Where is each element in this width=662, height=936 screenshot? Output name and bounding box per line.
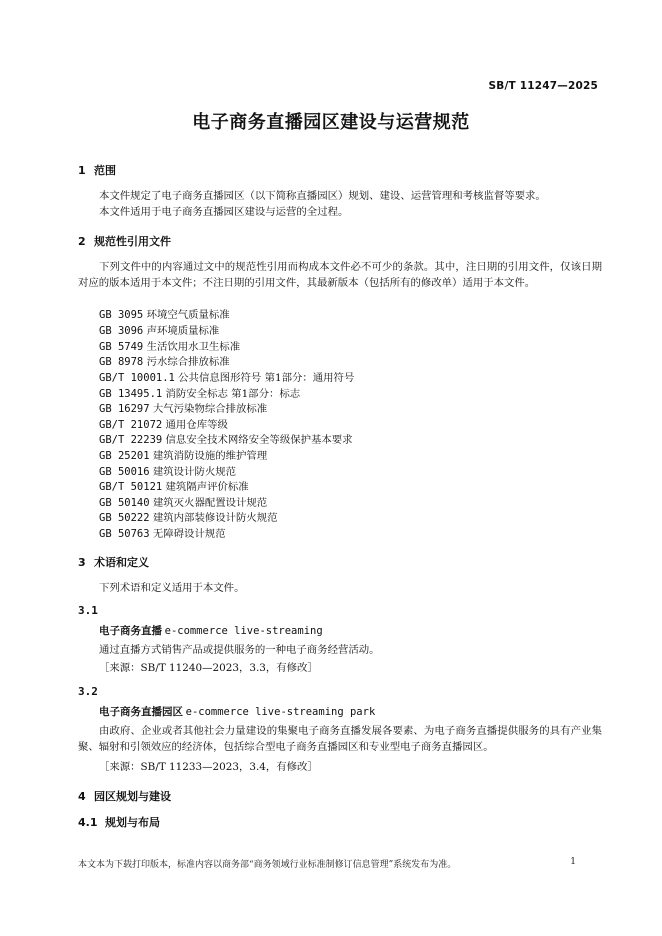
section-4-heading bbox=[78, 788, 171, 804]
reference-title: 大气污染物综合排放标准 bbox=[152, 403, 268, 415]
reference-item bbox=[99, 386, 300, 402]
document-title: 电子商务直播园区建设与运营规范 bbox=[192, 112, 470, 133]
reference-title: 建筑设计防火规范 bbox=[152, 466, 237, 478]
scope-paragraph-1: 本文件规定了电子商务直播园区（以下简称直播园区）规划、建设、运营管理和考核监督等要求。 bbox=[99, 190, 546, 202]
section-number: 4 bbox=[78, 790, 86, 803]
reference-item bbox=[99, 370, 354, 386]
reference-item bbox=[99, 339, 240, 355]
reference-code: GB/T 50121 bbox=[99, 481, 163, 493]
reference-item bbox=[99, 417, 228, 433]
reference-code: GB 8978 bbox=[99, 356, 144, 368]
normative-intro-paragraph: 下列文件中的内容通过文中的规范性引用而构成本文件必不可少的条款。其中，注日期的引用文件，仅该日期对应的版本适用于本文件；不注日期的引用文件，其最新版本（包括所有的修改单）适用于本文件。 bbox=[78, 261, 602, 289]
reference-title: 生活饮用水卫生标准 bbox=[146, 341, 241, 353]
section-4-1-heading bbox=[78, 814, 160, 830]
section-number: 2 bbox=[78, 235, 86, 248]
reference-title: 建筑消防设施的维护管理 bbox=[152, 450, 268, 462]
term-3-1-definition: 通过直播方式销售产品或提供服务的一种电子商务经营活动。 bbox=[99, 644, 380, 656]
term-3-2-title bbox=[99, 704, 375, 719]
reference-title: 公共信息图形符号 第1部分：通用符号 bbox=[178, 372, 355, 384]
reference-code: GB/T 10001.1 bbox=[99, 372, 175, 384]
reference-code: GB/T 21072 bbox=[99, 419, 163, 431]
reference-title: 声环境质量标准 bbox=[146, 325, 220, 337]
term-english: e-commerce live-streaming park bbox=[185, 706, 376, 718]
term-3-1-source: ［来源：SB/T 11240—2023，3.3，有修改］ bbox=[99, 662, 318, 674]
reference-title: 信息安全技术网络安全等级保护基本要求 bbox=[165, 434, 353, 446]
reference-item bbox=[99, 401, 267, 417]
term-3-2-number: 3.2 bbox=[78, 685, 98, 698]
term-chinese: 电子商务直播 bbox=[99, 625, 162, 637]
section-title: 术语和定义 bbox=[94, 556, 149, 569]
reference-item bbox=[99, 479, 249, 495]
reference-item bbox=[99, 448, 267, 464]
term-3-1-title bbox=[99, 623, 323, 638]
reference-code: GB/T 22239 bbox=[99, 434, 163, 446]
term-chinese: 电子商务直播园区 bbox=[99, 706, 183, 718]
reference-code: GB 5749 bbox=[99, 341, 144, 353]
section-2-heading bbox=[78, 233, 171, 249]
reference-code: GB 25201 bbox=[99, 450, 150, 462]
terms-intro-paragraph: 下列术语和定义适用于本文件。 bbox=[99, 582, 245, 594]
reference-item bbox=[99, 464, 236, 480]
term-3-2-definition: 由政府、企业或者其他社会力量建设的集聚电子商务直播发展各要素、为电子商务直播提供服务的具有产业集聚、辐射和引领效应的经济体，包括综合型电子商务直播园区和专业型电子商务直播园区。 bbox=[78, 725, 602, 753]
reference-code: GB 3096 bbox=[99, 325, 144, 337]
reference-item bbox=[99, 432, 353, 448]
subsection-number: 4.1 bbox=[78, 816, 98, 829]
section-1-heading bbox=[78, 162, 116, 178]
section-number: 1 bbox=[78, 164, 86, 177]
term-3-1-number: 3.1 bbox=[78, 604, 98, 617]
reference-title: 污水综合排放标准 bbox=[146, 356, 230, 368]
page-number: 1 bbox=[570, 857, 576, 867]
section-title: 园区规划与建设 bbox=[94, 790, 171, 803]
section-title: 范围 bbox=[94, 164, 116, 177]
reference-title: 消防安全标志 第1部分：标志 bbox=[165, 388, 301, 400]
reference-item bbox=[99, 526, 226, 542]
reference-title: 建筑灭火器配置设计规范 bbox=[152, 497, 268, 509]
reference-title: 环境空气质量标准 bbox=[146, 309, 230, 321]
reference-code: GB 50763 bbox=[99, 528, 150, 540]
reference-code: GB 50222 bbox=[99, 512, 150, 524]
reference-item bbox=[99, 510, 278, 526]
subsection-title: 规划与布局 bbox=[105, 816, 160, 829]
term-3-2-source: ［来源：SB/T 11233—2023，3.4，有修改］ bbox=[99, 761, 318, 773]
reference-title: 无障碍设计规范 bbox=[152, 528, 226, 540]
reference-code: GB 3095 bbox=[99, 309, 144, 321]
reference-title: 建筑内部装修设计防火规范 bbox=[152, 512, 278, 524]
standard-number: SB/T 11247—2025 bbox=[488, 80, 598, 92]
reference-code: GB 16297 bbox=[99, 403, 150, 415]
reference-title: 建筑隔声评价标准 bbox=[165, 481, 249, 493]
scope-paragraph-2: 本文件适用于电子商务直播园区建设与运营的全过程。 bbox=[99, 206, 349, 218]
section-title: 规范性引用文件 bbox=[94, 235, 171, 248]
section-number: 3 bbox=[78, 556, 86, 569]
reference-code: GB 13495.1 bbox=[99, 388, 163, 400]
section-3-heading bbox=[78, 554, 149, 570]
term-english: e-commerce live-streaming bbox=[164, 625, 323, 637]
reference-title: 通用仓库等级 bbox=[165, 419, 228, 431]
reference-item bbox=[99, 323, 219, 339]
reference-item bbox=[99, 307, 230, 323]
footer-note: 本文本为下载打印版本，标准内容以商务部“商务领域行业标准制修订信息管理”系统发布为准。 bbox=[78, 860, 457, 870]
reference-item bbox=[99, 354, 230, 370]
reference-code: GB 50016 bbox=[99, 466, 150, 478]
reference-code: GB 50140 bbox=[99, 497, 150, 509]
reference-item bbox=[99, 495, 267, 511]
